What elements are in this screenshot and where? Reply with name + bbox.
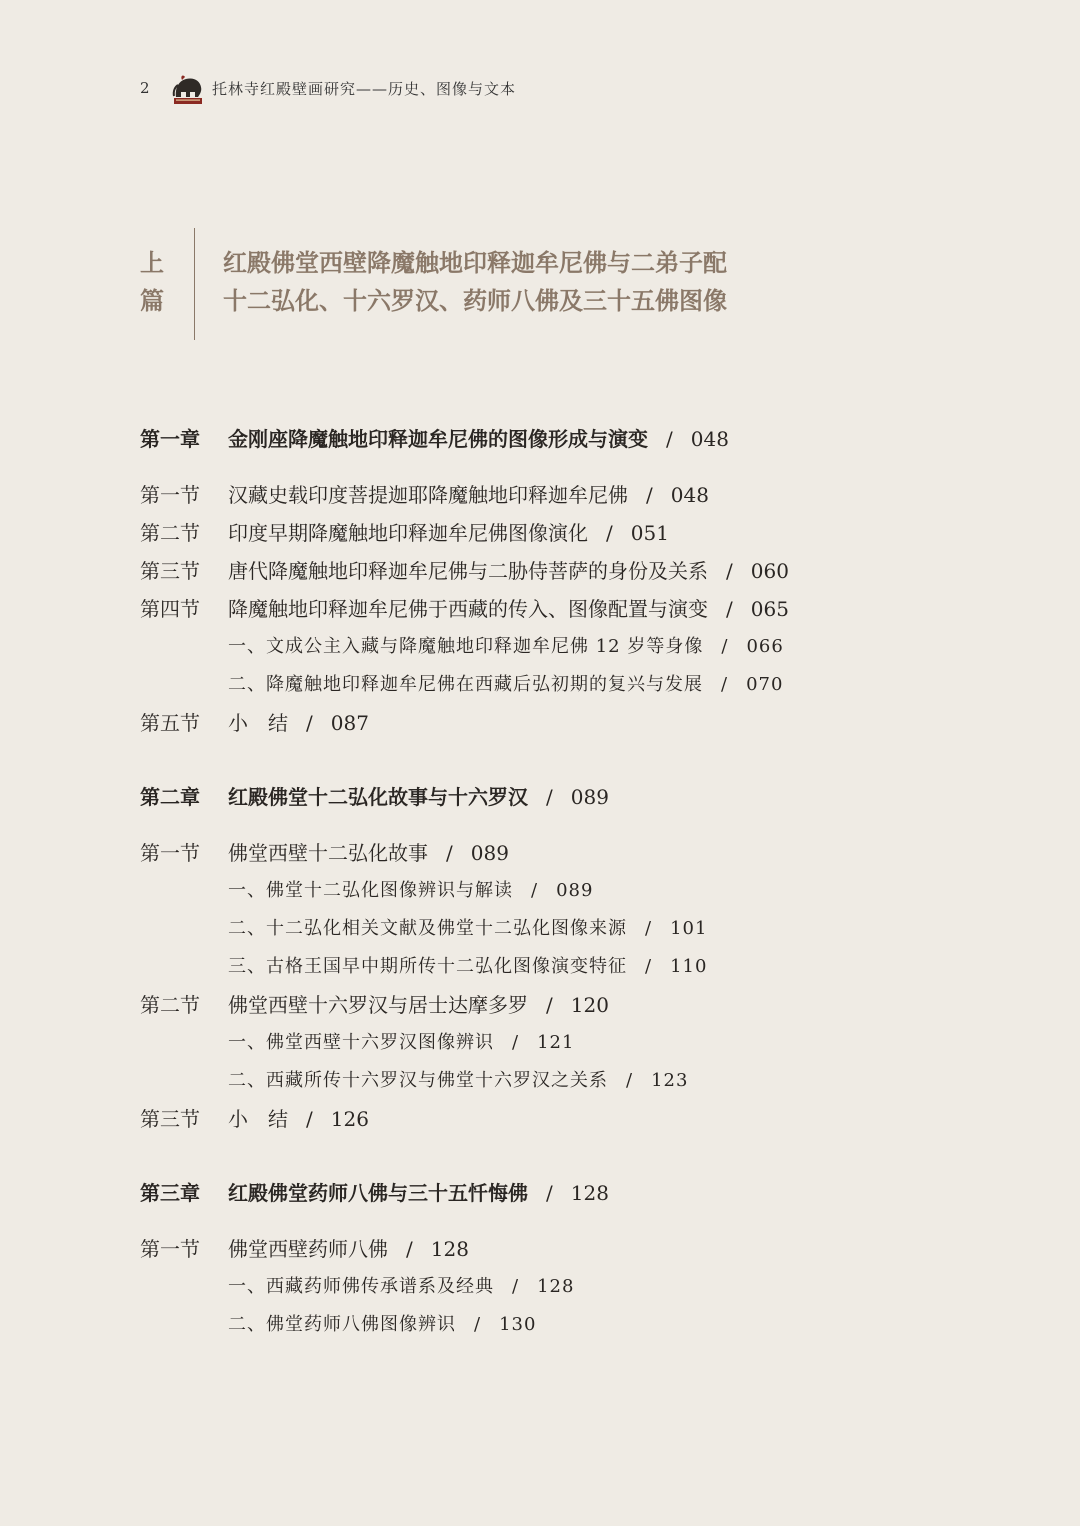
page-ref: 126	[330, 1107, 369, 1131]
running-title: 托林寺红殿壁画研究——历史、图像与文本	[212, 79, 517, 98]
section-label: 第三节	[140, 559, 200, 583]
chapter-label: 第一章	[140, 427, 200, 451]
page-ref: 048	[670, 483, 709, 507]
toc-subsection[interactable]	[140, 666, 940, 704]
subsection-title: 二、降魔触地印释迦牟尼佛在西藏后弘初期的复兴与发展	[228, 674, 703, 695]
toc-section[interactable]	[140, 1230, 940, 1268]
page-ref: 070	[746, 674, 784, 695]
subsection-title: 一、西藏药师佛传承谱系及经典	[228, 1276, 494, 1297]
toc-subsection[interactable]	[140, 628, 940, 666]
page-ref: 128	[430, 1237, 469, 1261]
part-heading	[140, 228, 727, 340]
page-ref: 065	[750, 597, 789, 621]
page-separator: /	[546, 785, 553, 809]
section-title: 降魔触地印释迦牟尼佛于西藏的传入、图像配置与演变	[228, 597, 708, 621]
elephant-logo-icon	[170, 71, 206, 105]
page-ref: 089	[570, 785, 609, 809]
page-separator: /	[531, 880, 539, 901]
section-label: 第五节	[140, 711, 200, 735]
part-title	[223, 228, 727, 340]
toc-subsection[interactable]	[140, 1062, 940, 1100]
toc-section[interactable]	[140, 986, 940, 1024]
page-separator: /	[512, 1276, 520, 1297]
page-separator: /	[646, 483, 653, 507]
page-separator: /	[666, 427, 673, 451]
chapter-label: 第二章	[140, 785, 200, 809]
part-title-line: 十二弘化、十六罗汉、药师八佛及三十五佛图像	[223, 286, 727, 315]
toc-chapter-2[interactable]	[140, 778, 940, 816]
section-label: 第一节	[140, 841, 200, 865]
section-title: 佛堂西壁药师八佛	[228, 1237, 388, 1261]
chapter-title: 红殿佛堂药师八佛与三十五忏悔佛	[228, 1181, 528, 1205]
page-ref: 051	[630, 521, 669, 545]
part-title-line: 红殿佛堂西壁降魔触地印释迦牟尼佛与二弟子配	[223, 248, 727, 277]
section-title: 佛堂西壁十二弘化故事	[228, 841, 428, 865]
page-ref: 089	[556, 880, 594, 901]
page-separator: /	[446, 841, 453, 865]
page-separator: /	[606, 521, 613, 545]
page-ref: 123	[651, 1070, 689, 1091]
subsection-title: 三、古格王国早中期所传十二弘化图像演变特征	[228, 956, 627, 977]
subsection-title: 一、佛堂西壁十六罗汉图像辨识	[228, 1032, 494, 1053]
page-number: 2	[140, 79, 150, 97]
page-separator: /	[721, 636, 729, 657]
subsection-title: 二、西藏所传十六罗汉与佛堂十六罗汉之关系	[228, 1070, 608, 1091]
page-ref: 121	[537, 1032, 575, 1053]
page-separator: /	[512, 1032, 520, 1053]
page-separator: /	[306, 711, 313, 735]
page-ref: 087	[330, 711, 369, 735]
page-separator: /	[626, 1070, 634, 1091]
page-ref: 128	[537, 1276, 575, 1297]
vertical-divider	[194, 228, 195, 340]
page-separator: /	[406, 1237, 413, 1261]
page-ref: 128	[570, 1181, 609, 1205]
page-separator: /	[645, 918, 653, 939]
page-ref: 066	[746, 636, 784, 657]
chapter-title: 红殿佛堂十二弘化故事与十六罗汉	[228, 785, 528, 809]
part-label	[140, 228, 176, 340]
page-separator: /	[726, 597, 733, 621]
page-separator: /	[721, 674, 729, 695]
chapter-title: 金刚座降魔触地印释迦牟尼佛的图像形成与演变	[228, 427, 648, 451]
subsection-title: 一、佛堂十二弘化图像辨识与解读	[228, 880, 513, 901]
toc-section[interactable]	[140, 476, 940, 514]
page-separator: /	[306, 1107, 313, 1131]
section-label: 第二节	[140, 521, 200, 545]
toc-subsection[interactable]	[140, 1268, 940, 1306]
toc-subsection[interactable]	[140, 1024, 940, 1062]
page-ref: 130	[499, 1314, 537, 1335]
toc-section[interactable]	[140, 1100, 940, 1138]
page-ref: 101	[670, 918, 708, 939]
toc-section[interactable]	[140, 834, 940, 872]
part-label-line: 上	[140, 248, 164, 277]
section-label: 第一节	[140, 1237, 200, 1261]
toc-chapter-1[interactable]	[140, 420, 940, 458]
section-title: 小 结	[228, 1107, 288, 1131]
toc-section[interactable]	[140, 590, 940, 628]
section-title: 汉藏史载印度菩提迦耶降魔触地印释迦牟尼佛	[228, 483, 628, 507]
section-label: 第二节	[140, 993, 200, 1017]
page-separator: /	[474, 1314, 482, 1335]
toc-section[interactable]	[140, 514, 940, 552]
page-separator: /	[546, 1181, 553, 1205]
page-separator: /	[645, 956, 653, 977]
table-of-contents	[140, 420, 940, 1344]
section-title: 佛堂西壁十六罗汉与居士达摩多罗	[228, 993, 528, 1017]
page-ref: 060	[750, 559, 789, 583]
toc-section[interactable]	[140, 552, 940, 590]
chapter-label: 第三章	[140, 1181, 200, 1205]
page-separator: /	[546, 993, 553, 1017]
running-header	[140, 70, 516, 106]
toc-subsection[interactable]	[140, 948, 940, 986]
page-ref: 089	[470, 841, 509, 865]
section-label: 第四节	[140, 597, 200, 621]
page-ref: 110	[670, 956, 708, 977]
section-label: 第三节	[140, 1107, 200, 1131]
subsection-title: 二、佛堂药师八佛图像辨识	[228, 1314, 456, 1335]
toc-chapter-3[interactable]	[140, 1174, 940, 1212]
section-title: 印度早期降魔触地印释迦牟尼佛图像演化	[228, 521, 588, 545]
section-title: 唐代降魔触地印释迦牟尼佛与二胁侍菩萨的身份及关系	[228, 559, 708, 583]
section-title: 小 结	[228, 711, 288, 735]
part-label-line: 篇	[140, 286, 164, 315]
page-ref: 120	[570, 993, 609, 1017]
subsection-title: 一、文成公主入藏与降魔触地印释迦牟尼佛 12 岁等身像	[228, 636, 704, 657]
toc-subsection[interactable]	[140, 1306, 940, 1344]
page-ref: 048	[690, 427, 729, 451]
toc-subsection[interactable]	[140, 910, 940, 948]
toc-subsection[interactable]	[140, 872, 940, 910]
toc-section[interactable]	[140, 704, 940, 742]
section-label: 第一节	[140, 483, 200, 507]
subsection-title: 二、十二弘化相关文献及佛堂十二弘化图像来源	[228, 918, 627, 939]
page-separator: /	[726, 559, 733, 583]
